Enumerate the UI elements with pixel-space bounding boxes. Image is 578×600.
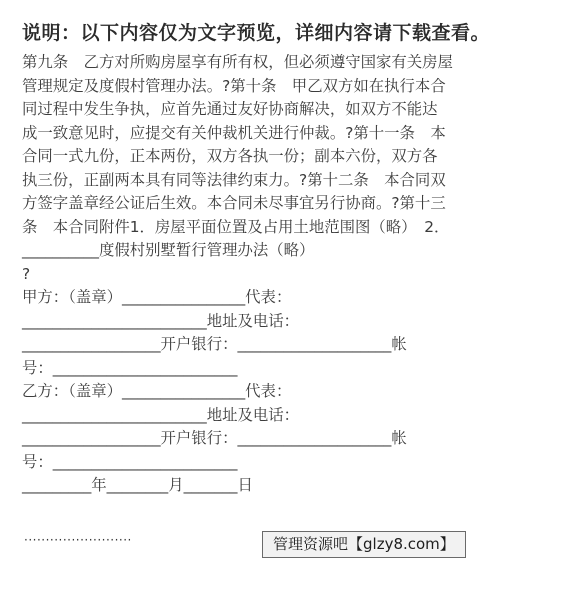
party-b-account-line: 号：________________________ [22,452,238,471]
contract-line: 同过程中发生争执，应首先通过友好协商解决，如双方不能达 [22,100,438,118]
party-b-seal-line: 乙方：（盖章）________________代表： [22,382,292,400]
preview-notice: 说明：以下内容仅为文字预览，详细内容请下载查看。 [22,22,491,44]
party-b-address-line: ________________________地址及电话： [22,405,300,424]
contract-text [22,51,552,498]
contract-line: 管理规定及度假村管理办法。?第十条 甲乙双方如在执行本合 [22,76,446,95]
contract-line: 第九条 乙方对所购房屋享有所有权，但必须遵守国家有关房屋 [22,53,453,71]
contract-line: ? [22,264,31,283]
contract-line: 成一致意见时，应提交有关仲裁机关进行仲裁。?第十一条 本 [22,123,446,142]
contract-line: 方签字盖章经公证后生效。本合同未尽事宜另行协商。?第十三 [22,194,446,212]
date-line: _________年________月_______日 [22,476,253,494]
party-b-bank-line: __________________开户银行：____________________帐 [22,429,407,447]
contract-line: 执三份，正副两本具有同等法律约束力。?第十二条 本合同双 [22,170,446,189]
contract-line: 合同一式九份，正本两份，双方各执一份；副本六份，双方各 [22,147,438,165]
party-a-account-line: 号：________________________ [22,358,238,377]
truncation-dots: ························· [24,533,132,547]
contract-line: __________度假村别墅暂行管理办法（略） [22,241,315,259]
party-a-seal-line: 甲方：（盖章）________________代表： [22,288,292,306]
party-a-bank-line: __________________开户银行：____________________帐 [22,335,407,353]
contract-line: 条 本合同附件1．房屋平面位置及占用土地范围图（略） 2． [22,217,450,236]
party-a-address-line: ________________________地址及电话： [22,311,300,330]
site-watermark-badge[interactable]: 管理资源吧【glzy8.com】 [262,531,466,558]
